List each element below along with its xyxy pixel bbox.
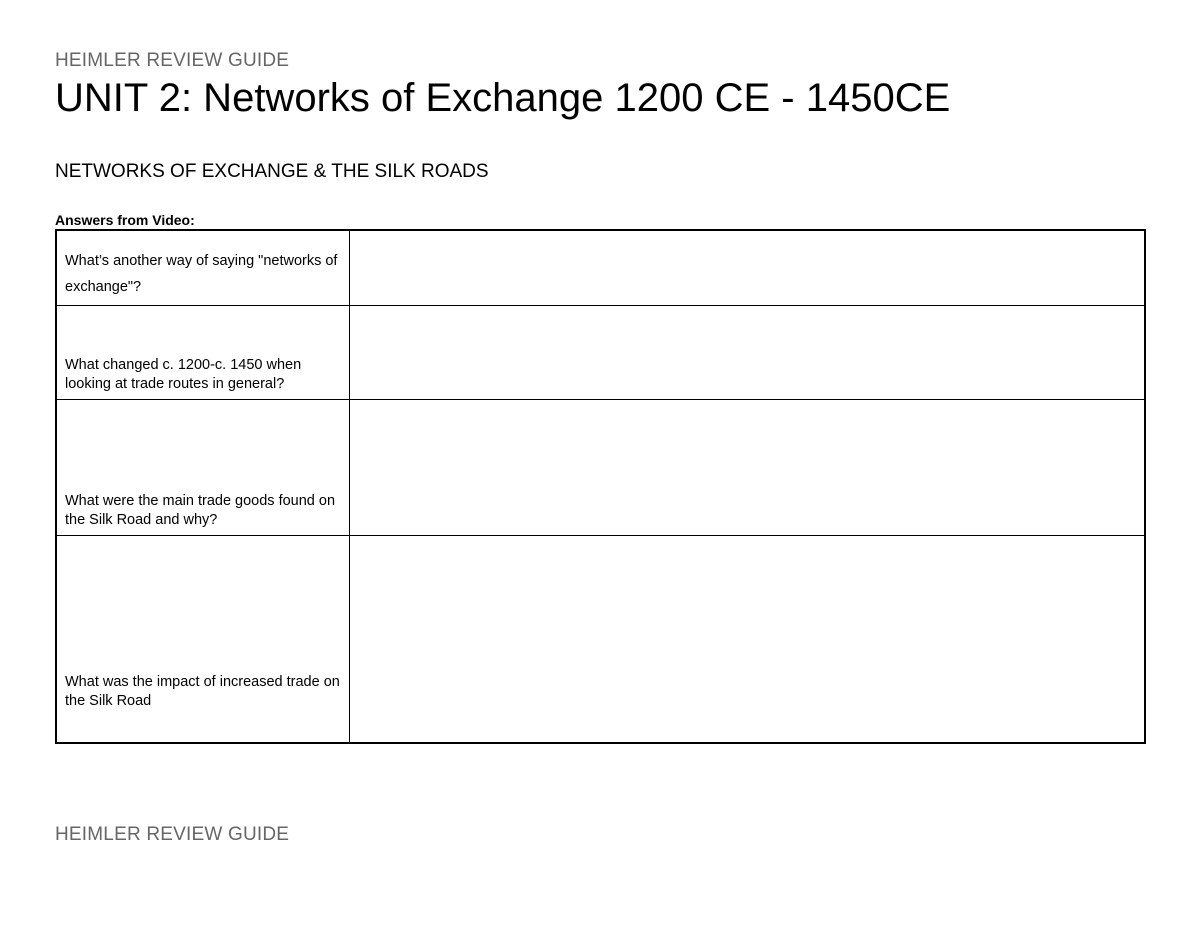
section-heading: NETWORKS OF EXCHANGE & THE SILK ROADS — [55, 161, 489, 182]
table-row — [56, 230, 1145, 306]
question-cell: What were the main trade goods found on the Silk Road and why? — [56, 400, 349, 536]
question-cell: What was the impact of increased trade on the Silk Road — [56, 536, 349, 743]
question-answer-table — [55, 229, 1146, 744]
answer-cell[interactable] — [349, 306, 1145, 400]
question-cell: What’s another way of saying "networks of exchange"? — [56, 230, 349, 306]
answer-cell[interactable] — [349, 230, 1145, 306]
footer-guide-label: HEIMLER REVIEW GUIDE — [55, 824, 290, 845]
question-cell: What changed c. 1200-c. 1450 when looking at trade routes in general? — [56, 306, 349, 400]
table-row — [56, 536, 1145, 743]
header-guide-label: HEIMLER REVIEW GUIDE — [55, 50, 290, 71]
answers-label: Answers from Video: — [55, 212, 195, 228]
page-title: UNIT 2: Networks of Exchange 1200 CE - 1450CE — [55, 76, 951, 120]
answer-cell[interactable] — [349, 536, 1145, 743]
answer-cell[interactable] — [349, 400, 1145, 536]
table-row — [56, 306, 1145, 400]
table-row — [56, 400, 1145, 536]
